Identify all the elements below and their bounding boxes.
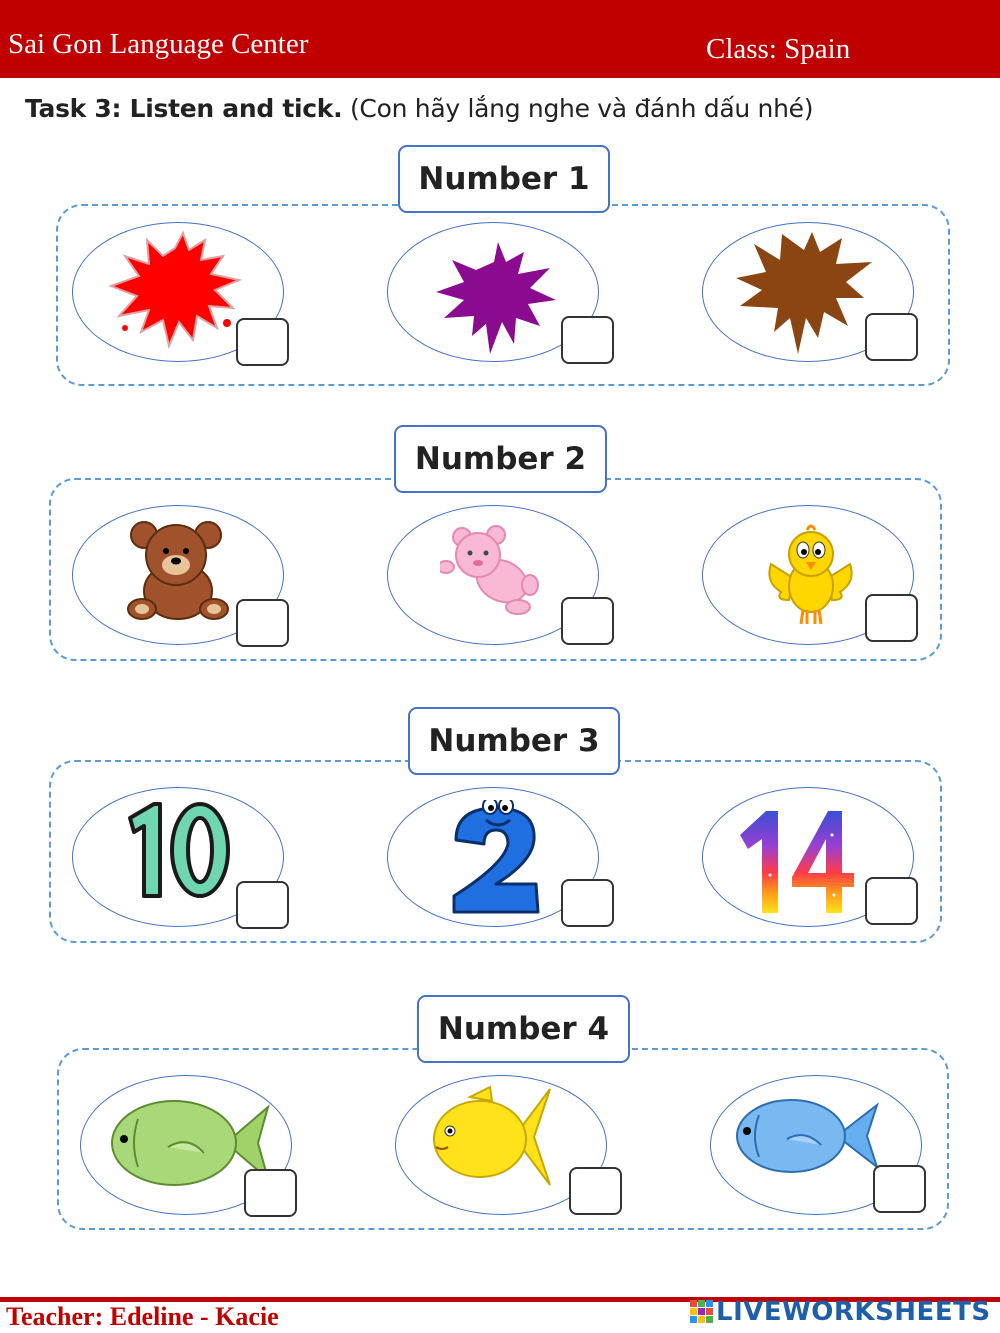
tick-box[interactable] xyxy=(865,877,918,925)
task-instruction xyxy=(25,94,813,123)
header-bar xyxy=(0,0,1000,78)
tick-box[interactable] xyxy=(236,881,289,929)
yellow-bird xyxy=(763,522,858,628)
number-2 xyxy=(446,800,546,918)
tick-box[interactable] xyxy=(561,597,614,645)
tick-box[interactable] xyxy=(569,1167,622,1215)
brown-teddy-bear xyxy=(122,515,237,623)
question-label-4: Number 4 xyxy=(417,995,630,1063)
purple-paint-splash xyxy=(432,238,562,358)
red-paint-splash xyxy=(105,228,245,353)
tick-box[interactable] xyxy=(236,599,289,647)
question-label-3: Number 3 xyxy=(408,707,620,775)
pink-teddy-bear xyxy=(440,523,540,615)
tick-box[interactable] xyxy=(561,316,614,364)
task-title: Task 3: Listen and tick. xyxy=(25,94,343,123)
brand-text: LIVEWORKSHEETS xyxy=(716,1297,991,1327)
liveworksheets-icon xyxy=(690,1300,714,1324)
school-name: Sai Gon Language Center xyxy=(8,28,309,60)
brown-paint-splash xyxy=(732,228,877,358)
number-14 xyxy=(736,805,856,917)
tick-box[interactable] xyxy=(236,318,289,366)
blue-fish xyxy=(733,1093,881,1179)
tick-box[interactable] xyxy=(865,313,918,361)
tick-box[interactable] xyxy=(873,1165,926,1213)
liveworksheets-logo xyxy=(690,1297,991,1327)
yellow-fish xyxy=(430,1085,555,1190)
class-label: Class: Spain xyxy=(706,33,851,65)
question-label-1: Number 1 xyxy=(398,145,610,213)
tick-box[interactable] xyxy=(865,594,918,642)
teacher-name: Teacher: Edeline - Kacie xyxy=(6,1302,279,1331)
task-note: (Con hãy lắng nghe và đánh dấu nhé) xyxy=(342,94,814,123)
tick-box[interactable] xyxy=(244,1169,297,1217)
tick-box[interactable] xyxy=(561,879,614,927)
question-label-2: Number 2 xyxy=(394,425,607,493)
number-10 xyxy=(120,798,235,908)
